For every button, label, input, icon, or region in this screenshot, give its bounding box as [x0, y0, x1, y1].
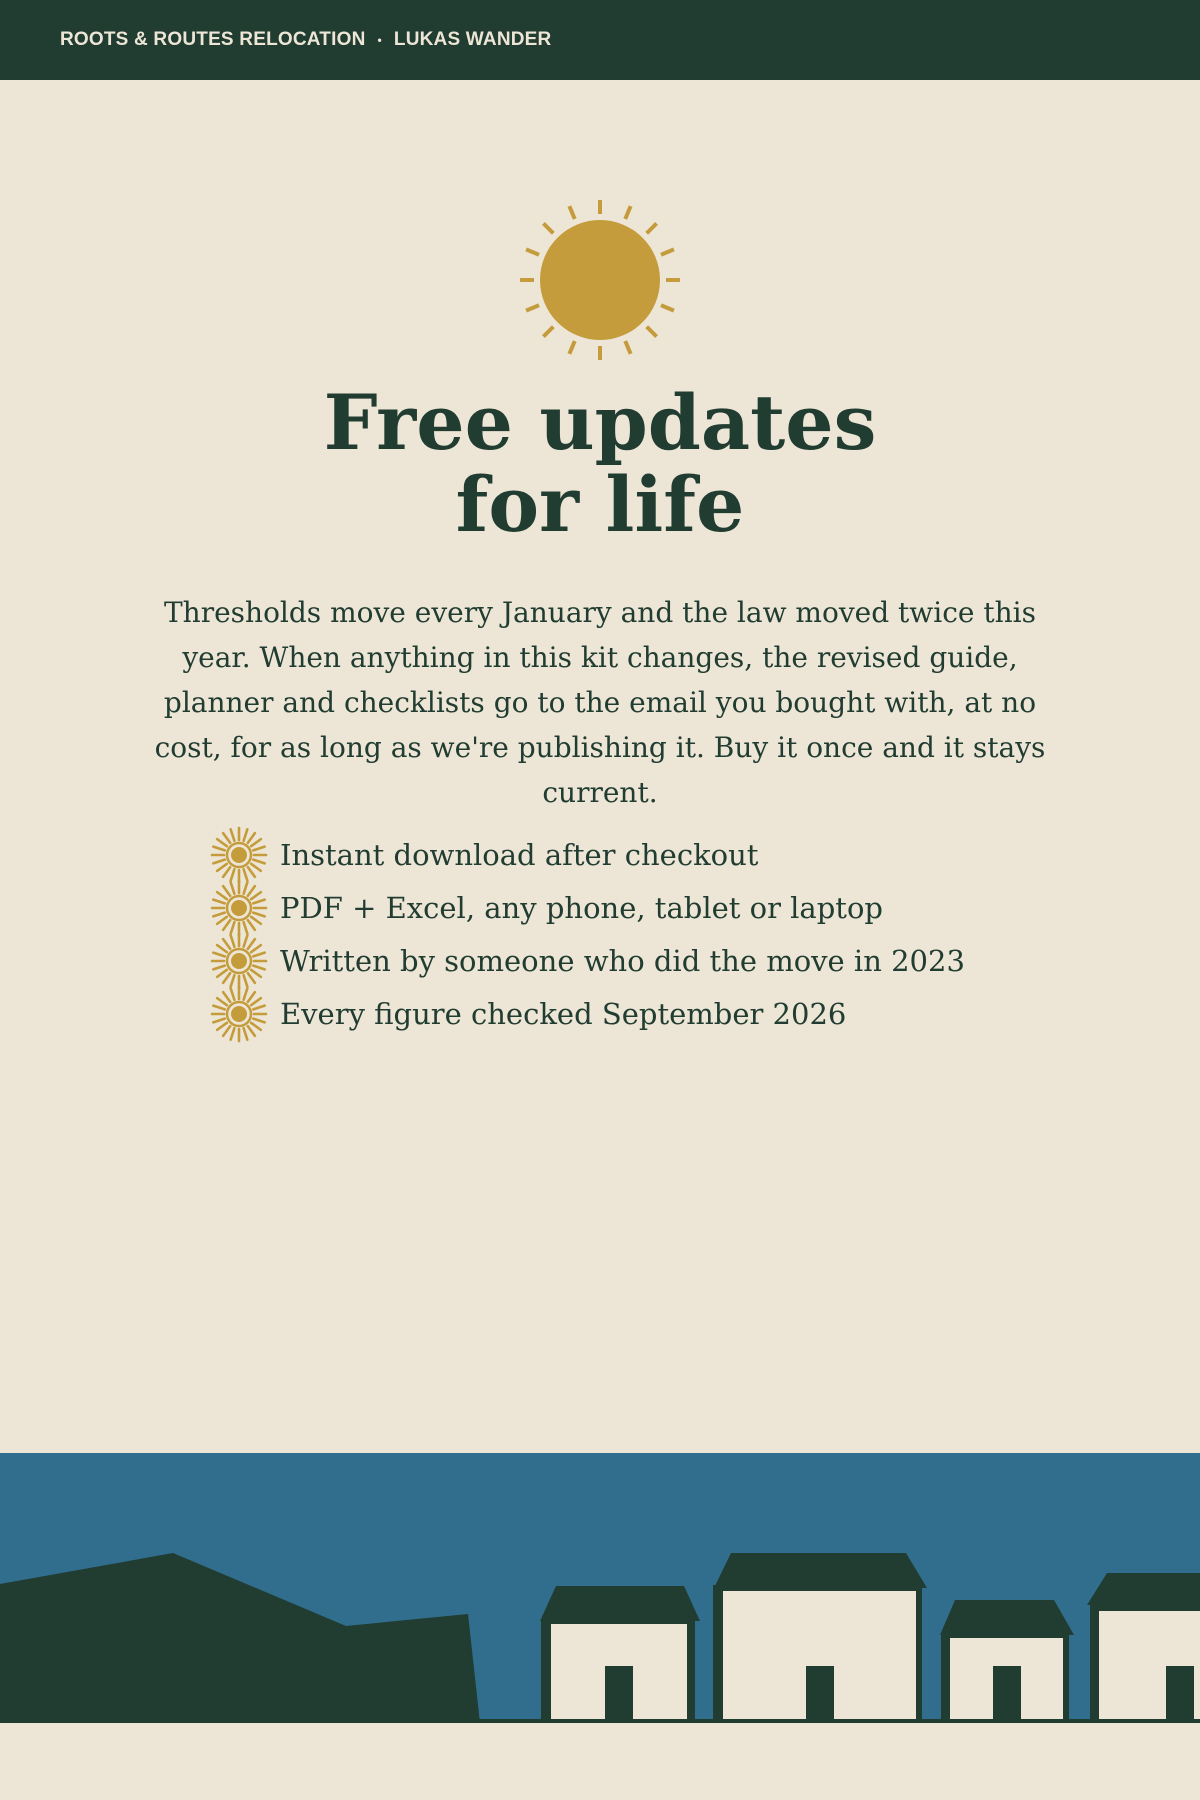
- bullet-ray: [253, 965, 264, 969]
- sun-ray: [648, 328, 655, 335]
- feature-item: [210, 987, 965, 1040]
- bullet-ray: [231, 882, 235, 893]
- sun-ray: [570, 343, 574, 352]
- bullet-ray: [213, 965, 224, 969]
- bullet-ray: [217, 969, 227, 976]
- sun-ray: [663, 306, 672, 310]
- title-line-2: for life: [455, 460, 745, 549]
- bullet-ray: [223, 886, 230, 896]
- bullet-ray: [231, 988, 235, 999]
- bullet-ray: [253, 1018, 264, 1022]
- bullet-ray: [248, 939, 255, 949]
- bullet-ray: [248, 992, 255, 1002]
- sun-ray: [626, 343, 630, 352]
- bullet-ray: [217, 1022, 227, 1029]
- sunburst-bullet-icon: [210, 932, 268, 990]
- title-line-1: Free updates: [323, 378, 877, 467]
- intro-paragraph: Thresholds move every January and the law moved twice this year. When anything in this kit changes, the revised guide, planner and checklists go to the email you bought with, at no cost, for as long as we're publishing it. Buy it once and it stays current.: [154, 596, 1046, 809]
- village-skyline-illustration: [0, 1453, 1200, 1723]
- bullet-ray: [253, 912, 264, 916]
- feature-text: Instant download after checkout: [280, 837, 759, 872]
- bullet-ray: [223, 939, 230, 949]
- bullet-ray: [213, 859, 224, 863]
- sun-ray: [626, 208, 630, 217]
- bullet-ray: [223, 973, 230, 983]
- bullet-ray: [248, 833, 255, 843]
- house-3: [940, 1600, 1074, 1723]
- bullet-ray: [251, 945, 261, 952]
- bullet-ray: [213, 1018, 224, 1022]
- feature-text: Written by someone who did the move in 2023: [280, 943, 965, 978]
- bullet-ray: [253, 952, 264, 956]
- bullet-ray: [217, 839, 227, 846]
- bullet-ray: [253, 899, 264, 903]
- bullet-ray: [223, 833, 230, 843]
- bullet-ray: [231, 935, 235, 946]
- brand-name: ROOTS & ROUTES RELOCATION: [60, 29, 366, 50]
- house-4: [1087, 1573, 1200, 1723]
- bullet-ray: [251, 863, 261, 870]
- bullet-core: [231, 1006, 247, 1022]
- bullet-ray: [231, 829, 235, 840]
- bullet-ray: [223, 1026, 230, 1036]
- feature-item: [210, 934, 965, 987]
- bullet-core: [231, 900, 247, 916]
- bullet-ray: [244, 1028, 248, 1039]
- sun-ray: [528, 250, 537, 254]
- sun-ray: [545, 328, 552, 335]
- bullet-ray: [251, 969, 261, 976]
- page-title: [100, 378, 1100, 549]
- bullet-ray: [213, 952, 224, 956]
- feature-item: [210, 828, 965, 881]
- bullet-ray: [244, 882, 248, 893]
- feature-list: [210, 828, 965, 1040]
- ground-line: [0, 1719, 1200, 1723]
- bullet-ray: [248, 867, 255, 877]
- sunburst-bullet-icon: [210, 826, 268, 884]
- bullet-core: [231, 953, 247, 969]
- bullet-ray: [223, 992, 230, 1002]
- bullet-ray: [253, 846, 264, 850]
- bullet-ray: [231, 1028, 235, 1039]
- bullet-ray: [217, 892, 227, 899]
- bullet-ray: [253, 1005, 264, 1009]
- bullet-ray: [213, 912, 224, 916]
- bullet-ray: [217, 998, 227, 1005]
- feature-text: Every figure checked September 2026: [280, 996, 847, 1031]
- bullet-ray: [213, 1005, 224, 1009]
- sun-ray: [570, 208, 574, 217]
- bullet-ray: [248, 920, 255, 930]
- bullet-ray: [248, 886, 255, 896]
- bullet-ray: [251, 998, 261, 1005]
- bullet-ray: [213, 846, 224, 850]
- bullet-ray: [251, 1022, 261, 1029]
- bullet-ray: [244, 988, 248, 999]
- house-2: [713, 1553, 927, 1723]
- bullet-ray: [223, 920, 230, 930]
- bullet-ray: [253, 859, 264, 863]
- bullet-ray: [217, 945, 227, 952]
- author-name: LUKAS WANDER: [393, 29, 552, 50]
- bullet-ray: [251, 892, 261, 899]
- sun-ray: [545, 225, 552, 232]
- sun-ray: [663, 250, 672, 254]
- bullet-ray: [217, 863, 227, 870]
- sun-ray: [528, 306, 537, 310]
- header-separator: •: [377, 33, 382, 47]
- sun-ray: [648, 225, 655, 232]
- sunburst-bullet-icon: [210, 985, 268, 1043]
- bullet-core: [231, 847, 247, 863]
- bullet-ray: [248, 1026, 255, 1036]
- feature-text: PDF + Excel, any phone, tablet or laptop: [280, 890, 883, 925]
- sunburst-bullet-icon: [210, 879, 268, 937]
- feature-item: [210, 881, 965, 934]
- bullet-ray: [251, 916, 261, 923]
- bullet-ray: [244, 829, 248, 840]
- bullet-ray: [248, 973, 255, 983]
- bullet-ray: [217, 916, 227, 923]
- top-bar: [0, 0, 1200, 80]
- sun-icon: [520, 200, 680, 360]
- bullet-ray: [223, 867, 230, 877]
- bullet-ray: [213, 899, 224, 903]
- bullet-ray: [251, 839, 261, 846]
- house-1: [540, 1586, 700, 1723]
- bullet-ray: [244, 935, 248, 946]
